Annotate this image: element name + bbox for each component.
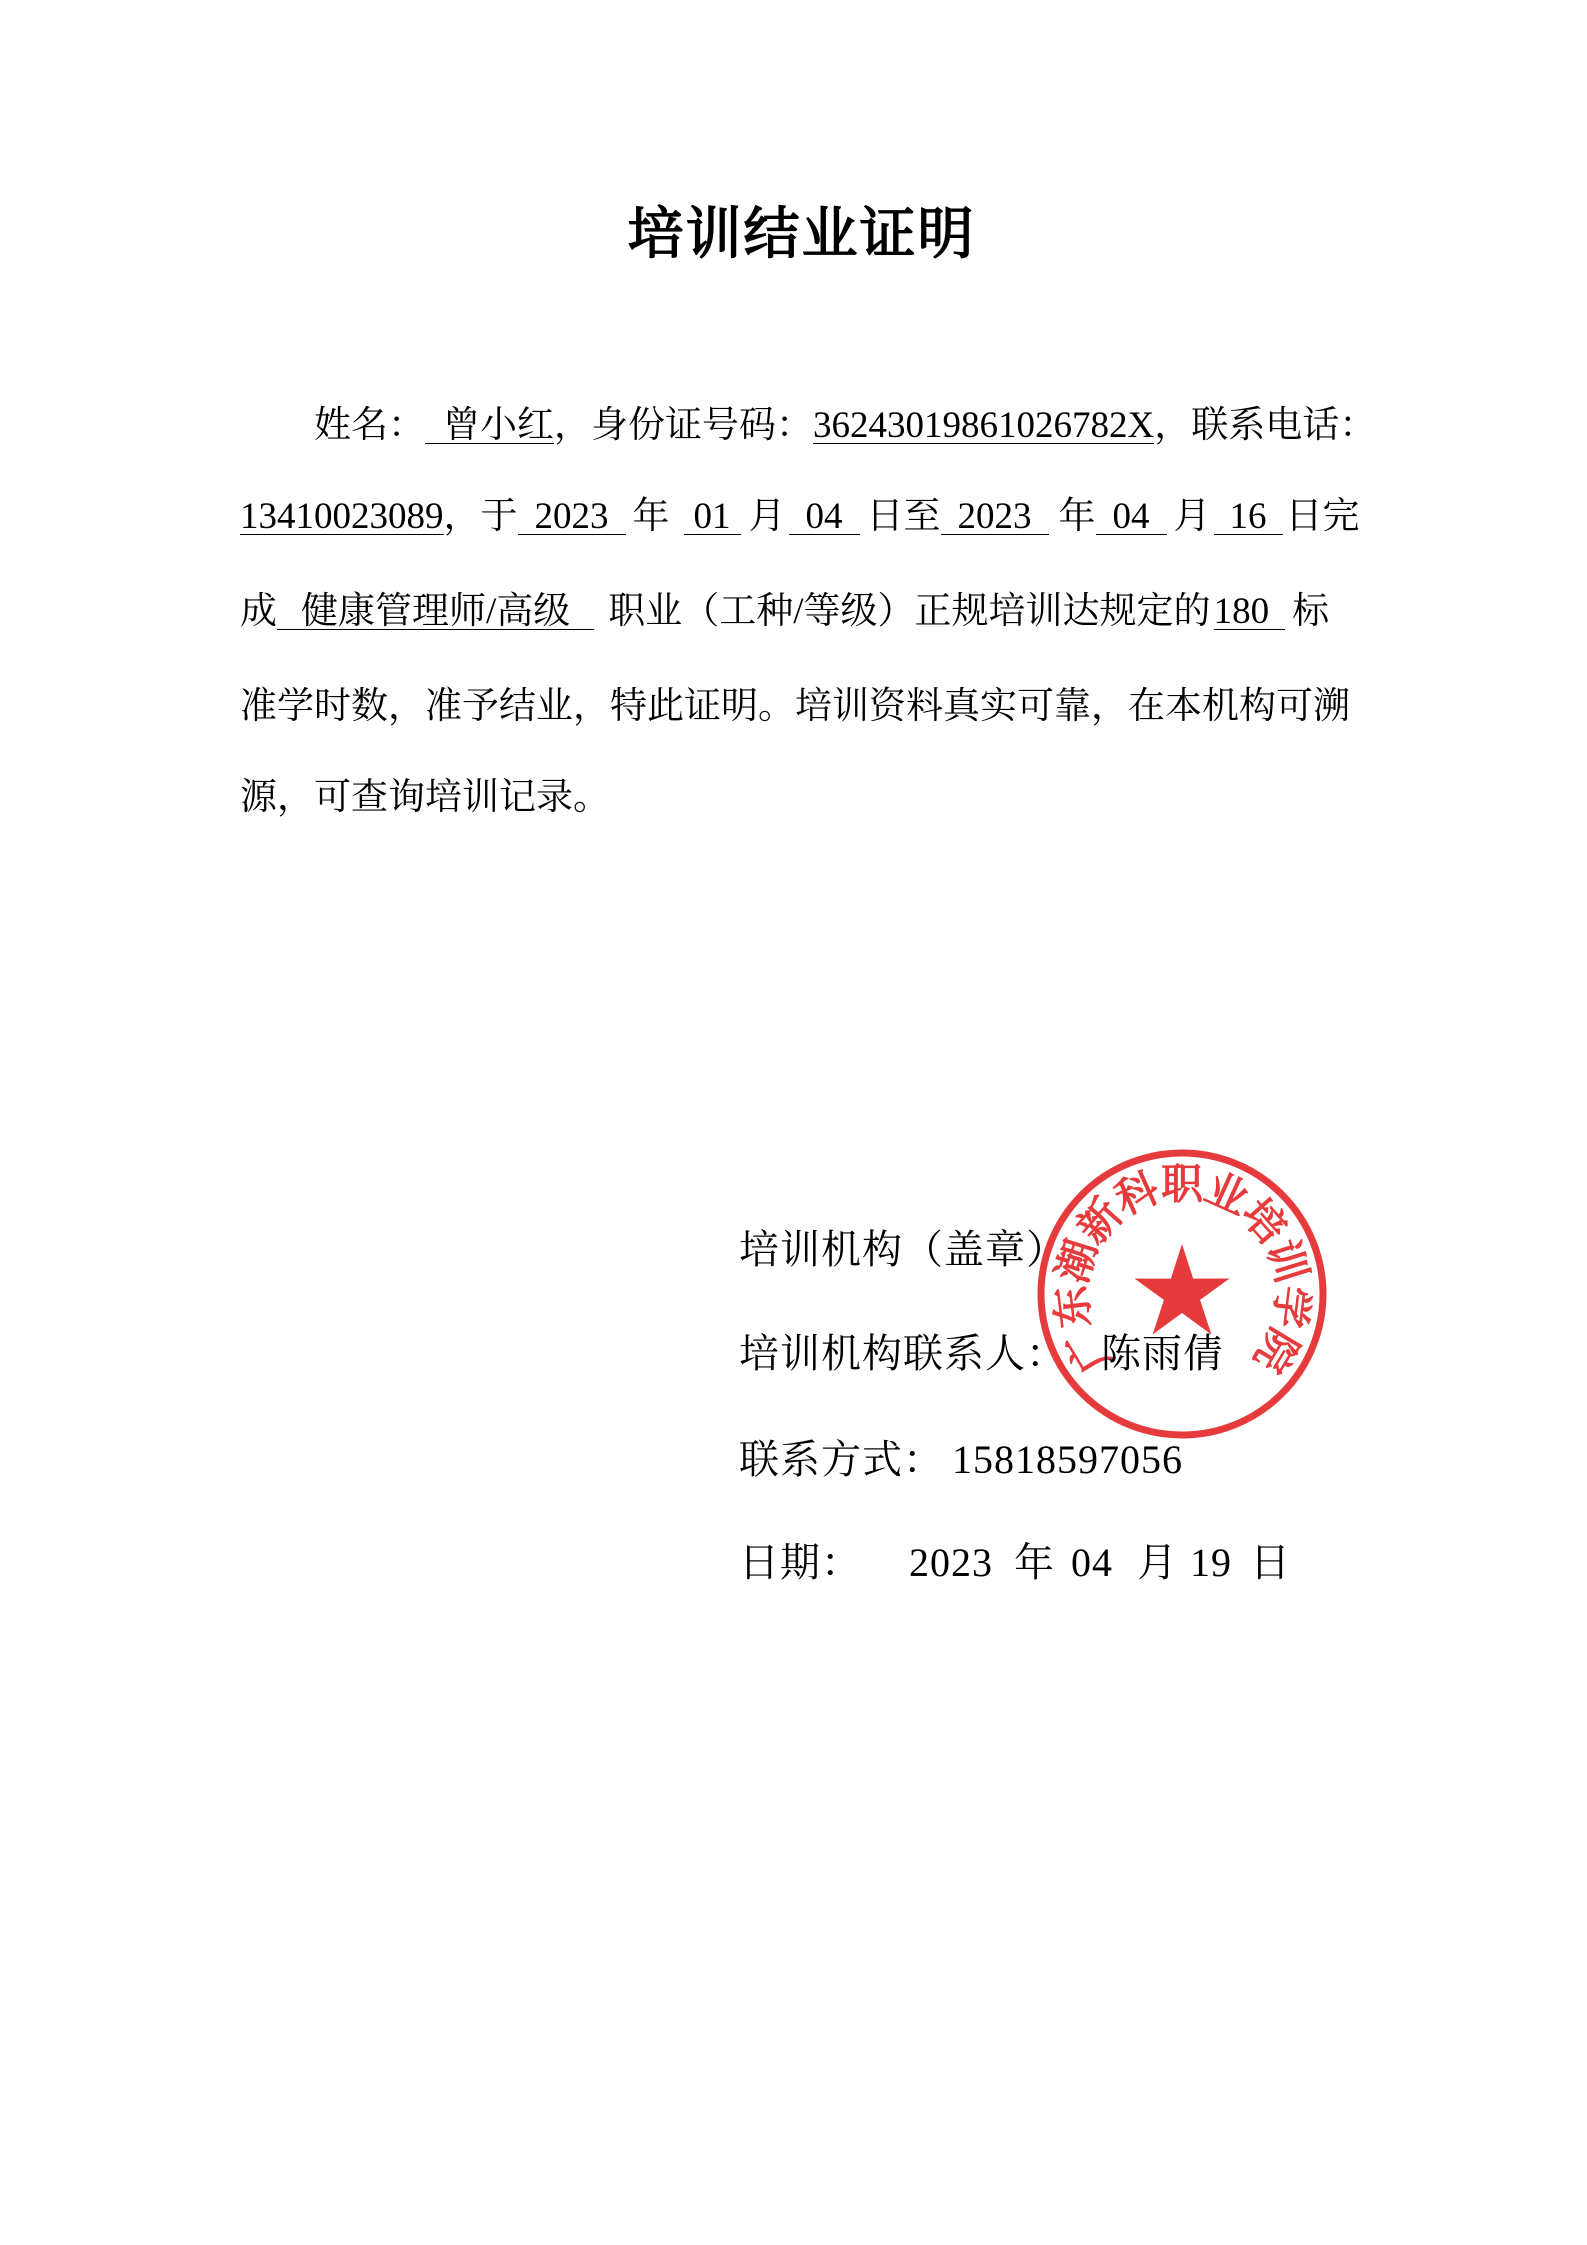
start-year: 2023 (518, 496, 626, 539)
line5-text: 源，可查询培训记录。 (240, 777, 610, 818)
start-year-unit: 年 (632, 496, 670, 537)
body-line-2 (240, 487, 1360, 547)
date-day-unit: 日 (1250, 1540, 1291, 1585)
date-label: 日期： (739, 1540, 862, 1585)
phone-label: ，联系电话： (1154, 405, 1377, 446)
document-title: 培训结业证明 (627, 204, 976, 266)
seal-char: 业 (1197, 1162, 1257, 1225)
signature-org-line (739, 1220, 1067, 1280)
end-year-unit: 年 (1058, 496, 1096, 537)
contact-phone: 15818597056 (952, 1437, 1183, 1482)
signature-date-line (739, 1533, 1291, 1593)
body-line-4 (240, 677, 1350, 737)
occupation-level: 健康管理师/高级 (277, 591, 594, 634)
seal-char: 职 (1160, 1159, 1204, 1209)
date-year: 2023 (909, 1540, 993, 1585)
period-prefix: ，于 (443, 496, 518, 537)
date-year-unit: 年 (1014, 1540, 1055, 1585)
start-month-unit: 月 (748, 496, 786, 537)
contact-phone-label: 联系方式： (739, 1437, 944, 1482)
line3-suffix: 标 (1292, 591, 1330, 632)
training-hours: 180 (1214, 591, 1286, 634)
id-number: 36243019861026782X (813, 405, 1155, 446)
line3-prefix: 成 (240, 591, 277, 632)
id-label: ，身份证号码： (554, 405, 813, 446)
occupation-suffix: 职业（工种/等级）正规培训达规定的 (608, 591, 1211, 632)
seal-char: 新 (1067, 1189, 1132, 1253)
seal-char: 院 (1244, 1320, 1309, 1382)
start-day: 04 (789, 496, 860, 539)
org-seal-label: 培训机构（盖章） (739, 1227, 1067, 1272)
seal-char: 潮 (1047, 1233, 1107, 1289)
line4-text: 准学时数，准予结业，特此证明。培训资料真实可靠，在本机构可溯 (240, 686, 1350, 727)
end-day-unit: 日完 (1285, 496, 1360, 537)
seal-char: 东 (1045, 1283, 1100, 1331)
body-line-3 (240, 582, 1329, 642)
start-day-unit: 日至 (866, 496, 941, 537)
seal-char: 培 (1232, 1189, 1297, 1253)
end-day: 16 (1214, 496, 1283, 539)
seal-char: 训 (1257, 1233, 1317, 1289)
seal-char: 学 (1264, 1283, 1319, 1331)
body-line-5 (240, 768, 610, 828)
student-phone: 13410023089 (240, 496, 444, 537)
name-label: 姓名： (314, 405, 425, 446)
contact-label: 培训机构联系人： (739, 1331, 1067, 1376)
date-day: 19 (1190, 1540, 1232, 1585)
official-seal (1022, 1134, 1342, 1454)
date-month: 04 (1071, 1540, 1113, 1585)
body-line-1 (240, 396, 1376, 456)
star-icon (1134, 1244, 1229, 1334)
seal-char: 科 (1107, 1162, 1167, 1225)
end-month-unit: 月 (1173, 496, 1211, 537)
student-name: 曾小红 (425, 405, 554, 448)
end-year: 2023 (941, 496, 1049, 539)
date-month-unit: 月 (1137, 1540, 1178, 1585)
seal-char: 广 (1055, 1320, 1120, 1382)
contact-name: 陈雨倩 (1101, 1331, 1224, 1376)
end-month: 04 (1096, 496, 1167, 539)
start-month: 01 (684, 496, 741, 539)
